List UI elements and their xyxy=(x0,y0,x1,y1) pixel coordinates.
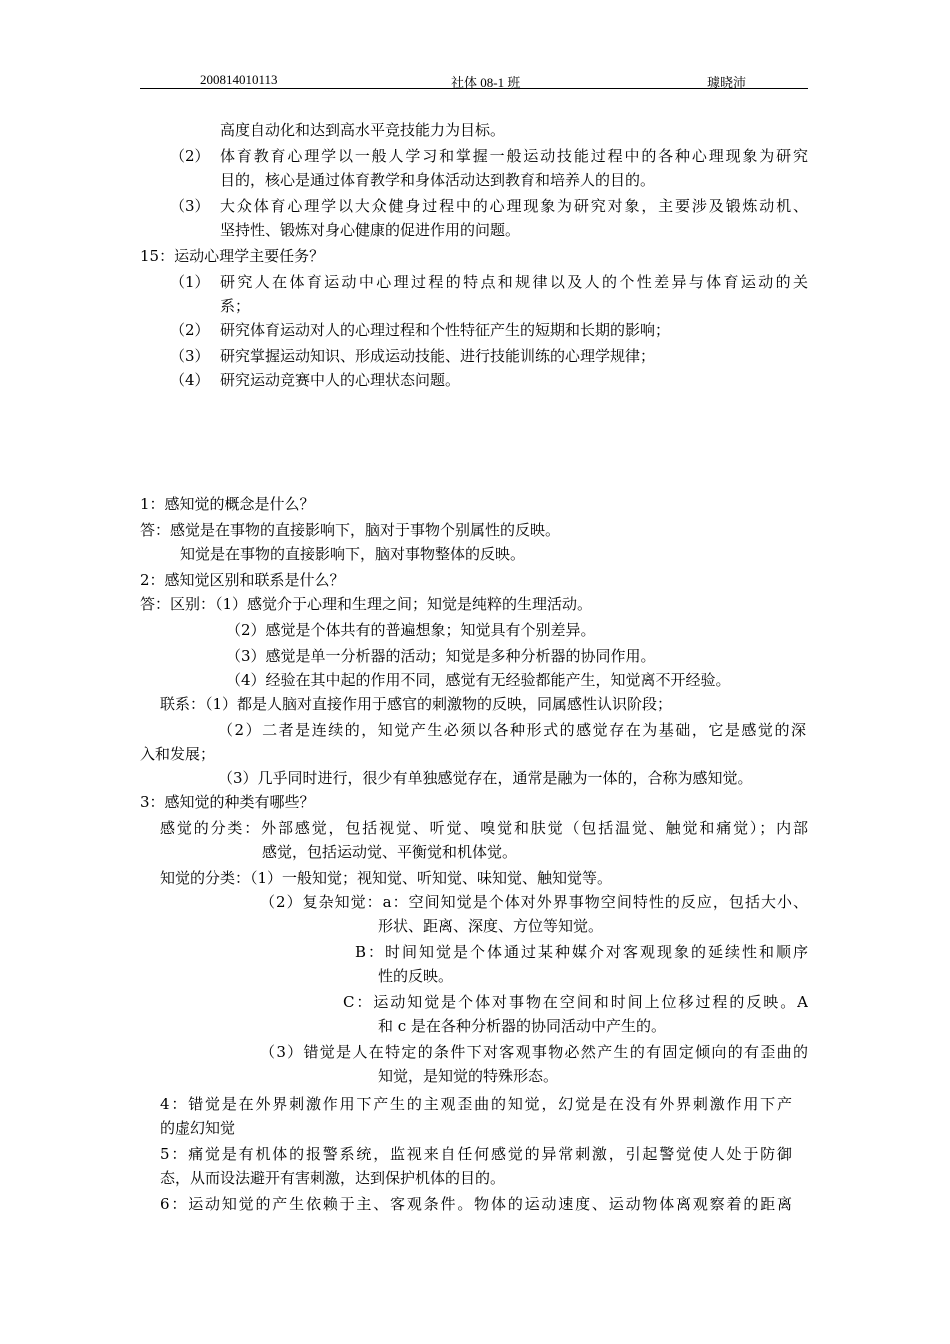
header-author: 璩晓沛 xyxy=(707,75,747,90)
text-line: （4） xyxy=(170,371,210,389)
text-line: 高度自动化和达到高水平竞技能力为目标。 xyxy=(220,121,506,139)
text-line: （2）复杂知觉：a：空间知觉是个体对外界事物空间特性的反应，包括大小、 xyxy=(260,893,808,911)
text-line: 研究人在体育运动中心理过程的特点和规律以及人的个性差异与体育运动的关 xyxy=(220,273,808,291)
text-line: 5：痛觉是有机体的报警系统，监视来自任何感觉的异常刺激，引起警觉使人处于防御 xyxy=(160,1145,792,1163)
header-rule xyxy=(140,88,808,89)
text-line: 体育教育心理学以一般人学习和掌握一般运动技能过程中的各种心理现象为研究 xyxy=(220,147,808,165)
text-line: 知觉，是知觉的特殊形态。 xyxy=(378,1067,559,1085)
text-line: （4）经验在其中起的作用不同，感觉有无经验都能产生，知觉离不开经验。 xyxy=(226,671,731,689)
text-line: B：时间知觉是个体通过某种媒介对客观现象的延续性和顺序 xyxy=(355,943,808,961)
text-line: （3）感觉是单一分析器的活动；知觉是多种分析器的协同作用。 xyxy=(226,647,656,665)
text-line: （3） xyxy=(170,197,210,215)
text-line: （2） xyxy=(170,321,210,339)
text-line: 研究运动竞赛中人的心理状态问题。 xyxy=(220,371,461,389)
text-line: 入和发展； xyxy=(140,745,216,763)
header-student-id: 200814010113 xyxy=(200,72,278,87)
text-line: 研究体育运动对人的心理过程和个性特征产生的短期和长期的影响； xyxy=(220,321,671,339)
text-line: 性的反映。 xyxy=(378,967,454,985)
text-line: 感觉的分类：外部感觉，包括视觉、听觉、嗅觉和肤觉（包括温觉、触觉和痛觉）；内部 xyxy=(160,819,808,837)
text-line: 态，从而设法避开有害刺激，达到保护机体的目的。 xyxy=(160,1169,506,1187)
text-line: 6：运动知觉的产生依赖于主、客观条件。物体的运动速度、运动物体离观察着的距离 xyxy=(160,1195,792,1213)
text-line: 感觉，包括运动觉、平衡觉和机体觉。 xyxy=(262,843,518,861)
text-line: 知觉是在事物的直接影响下，脑对事物整体的反映。 xyxy=(180,545,526,563)
text-line: （2） xyxy=(170,147,210,165)
header-class-name: 社体 08-1 班 xyxy=(451,75,521,90)
text-line: 大众体育心理学以大众健身过程中的心理现象为研究对象，主要涉及锻炼动机、 xyxy=(220,197,808,215)
text-line: 2：感知觉区别和联系是什么？ xyxy=(140,571,345,589)
text-line: 知觉的分类：（1）一般知觉；视知觉、听知觉、味知觉、触知觉等。 xyxy=(160,869,613,887)
text-line: （3）几乎同时进行，很少有单独感觉存在，通常是融为一体的，合称为感知觉。 xyxy=(218,769,753,787)
text-line: C：运动知觉是个体对事物在空间和时间上位移过程的反映。A xyxy=(343,993,808,1011)
text-line: 15：运动心理学主要任务？ xyxy=(140,247,325,265)
text-line: 联系：（1）都是人脑对直接作用于感官的刺激物的反映，同属感性认识阶段； xyxy=(160,695,673,713)
text-line: 答：感觉是在事物的直接影响下，脑对于事物个别属性的反映。 xyxy=(140,521,561,539)
text-line: （2）感觉是个体共有的普遍想象；知觉具有个别差异。 xyxy=(226,621,596,639)
text-line: 研究掌握运动知识、形成运动技能、进行技能训练的心理学规律； xyxy=(220,347,656,365)
text-line: （1） xyxy=(170,273,210,291)
text-line: 目的，核心是通过体育教学和身体活动达到教育和培养人的目的。 xyxy=(220,171,656,189)
text-line: 4：错觉是在外界刺激作用下产生的主观歪曲的知觉，幻觉是在没有外界刺激作用下产 xyxy=(160,1095,792,1113)
text-line: 坚持性、锻炼对身心健康的促进作用的问题。 xyxy=(220,221,521,239)
text-line: （3）错觉是人在特定的条件下对客观事物必然产生的有固定倾向的有歪曲的 xyxy=(260,1043,808,1061)
text-line: 形状、距离、深度、方位等知觉。 xyxy=(378,917,604,935)
text-line: （3） xyxy=(170,347,210,365)
text-line: 1：感知觉的概念是什么？ xyxy=(140,495,315,513)
text-line: 3：感知觉的种类有哪些？ xyxy=(140,793,315,811)
text-line: 答：区别：（1）感觉介于心理和生理之间；知觉是纯粹的生理活动。 xyxy=(140,595,593,613)
text-line: 和 c 是在各种分析器的协同活动中产生的。 xyxy=(378,1017,666,1035)
text-line: 系； xyxy=(220,297,251,315)
text-line: （2）二者是连续的，知觉产生必须以各种形式的感觉存在为基础，它是感觉的深 xyxy=(218,721,806,739)
text-line: 的虚幻知觉 xyxy=(160,1119,236,1137)
